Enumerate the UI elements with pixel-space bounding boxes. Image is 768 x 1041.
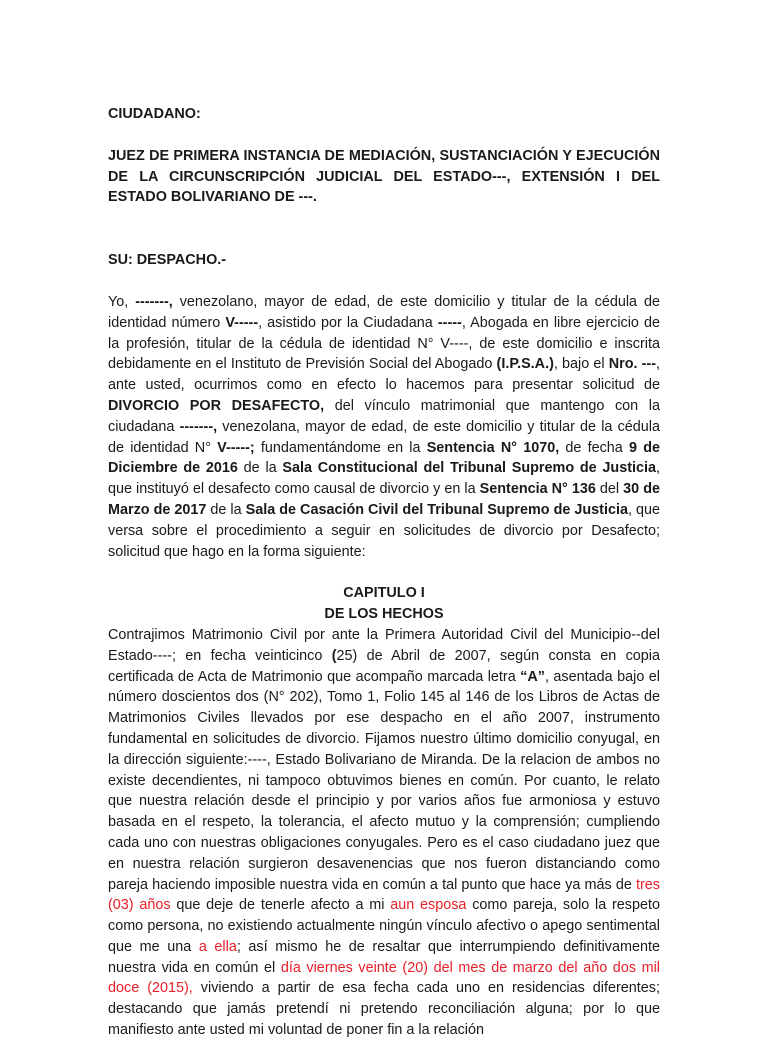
intro-segment: DIVORCIO POR DESAFECTO, (108, 397, 325, 414)
intro-segment: -------, (179, 418, 218, 435)
chapter-title: CAPITULO I (343, 585, 425, 602)
despacho-line: SU: DESPACHO.- (108, 252, 227, 269)
intro-segment: ----- (437, 314, 462, 331)
intro-segment: venezolana, mayor de edad, de este domicilio y titular de la cédula de identidad N° (108, 418, 660, 456)
intro-segment: V----- (225, 314, 259, 331)
intro-segment: , Abogada en libre ejercicio de la profesión, titular de la cédula de identidad N° V----, de este domicilio e inscrita debidamente en el Instituto de Previsión Social del Abogado (108, 314, 660, 373)
chapter-subtitle: DE LOS HECHOS (324, 606, 444, 623)
intro-segment: de la (237, 460, 283, 477)
facts-segment: como pareja, solo la respeto como persona, no existiendo actualmente ningún vínculo afectivo o apego sentimental que me una (108, 897, 661, 955)
intro-segment: Sala de Casación Civil del Tribunal Supremo de Justicia (245, 501, 628, 518)
intro-segment: , bajo el (553, 356, 609, 373)
highlighted-text: día viernes veinte (20) del mes de marzo del año dos mil doce (2015), (108, 959, 660, 997)
facts-segment: ; así mismo he de resaltar que interrumpiendo definitivamente nuestra vida en común el (108, 938, 660, 976)
intro-segment: del vínculo matrimonial que mantengo con la ciudadana (108, 397, 661, 435)
highlighted-text: a ella (198, 938, 237, 955)
intro-segment: de la (206, 501, 246, 518)
intro-segment: -------, (135, 293, 173, 310)
intro-segment: del (595, 481, 624, 498)
intro-segment: , que versa sobre el procedimiento a seguir en solicitudes de divorcio por Desafecto; solicitud que hago en la forma siguiente: (108, 501, 660, 560)
intro-segment: de fecha (559, 439, 630, 456)
intro-segment: Nro. --- (608, 356, 657, 373)
intro-segment: 30 de Marzo de 2017 (108, 481, 661, 518)
facts-segment: “A” (520, 668, 545, 685)
facts-paragraph (108, 625, 660, 1041)
intro-segment: , ante usted, ocurrimos como en efecto lo hacemos para presentar solicitud de (108, 356, 661, 394)
facts-segment: , asentada bajo el número doscientos dos (N° 202), Tomo 1, Folio 145 al 146 de los Libros de Actas de Matrimonios Civiles llevados por ese despacho en el año 2007, instrumento fundamental en solicitudes de divorcio. Fijamos nuestro último domicilio conyugal, en la dirección siguiente:----, Estado Bolivariano de Miranda. De la relacion de ambos no existe decendientes, ni tampoco obtuvimos bienes en común. Por cuanto, le relato que nuestra relación desde el principio y por varios años fue armoniosa y estuvo basada en el respeto, la tolerancia, el afecto mutuo y la comprensión; cumpliendo cada uno con nuestras obligaciones conyugales. Pero es el caso ciudadano juez que en nuestra relación surgieron desavenencias que nos fueron distanciando como pareja haciendo imposible nuestra vida en común a tal punto que hace ya más de (108, 668, 660, 893)
salutation: CIUDADANO: (108, 106, 201, 122)
intro-segment: (I.P.S.A.) (496, 356, 554, 373)
judge-address: JUEZ DE PRIMERA INSTANCIA DE MEDIACIÓN, SUSTANCIACIÓN Y EJECUCIÓN DE LA CIRCUNSCRIPCIÓN JUDICIAL DEL ESTADO---, EXTENSIÓN I DEL ESTADO BOLIVARIANO DE ---. (108, 147, 660, 206)
highlighted-text: tres (03) años (108, 876, 660, 914)
highlighted-text: aun esposa (390, 897, 467, 914)
intro-segment: venezolano, mayor de edad, de este domicilio y titular de la cédula de identidad número (108, 293, 660, 331)
intro-segment: Yo, (108, 293, 136, 310)
facts-segment: viviendo a partir de esa fecha cada uno en residencias diferentes; destacando que jamás pretendí ni pretendo reconciliación alguna; por lo que manifiesto ante usted mi voluntad de poner fin a la relación (108, 980, 660, 1039)
intro-segment: , que instituyó el desafecto como causal de divorcio y en la (108, 460, 661, 498)
intro-segment: , asistido por la Ciudadana (258, 314, 438, 331)
intro-segment: Sala Constitucional del Tribunal Supremo de Justicia (282, 460, 657, 477)
intro-segment: Sentencia N° 1070, (426, 439, 560, 456)
intro-paragraph (108, 292, 660, 562)
intro-segment: Sentencia N° 136 (479, 481, 596, 498)
intro-segment: V-----; (217, 439, 255, 456)
facts-segment: 25) de Abril de 2007, según consta en copia certificada de Acta de Matrimonio que acompaño marcada letra (108, 647, 660, 685)
facts-segment: Contrajimos Matrimonio Civil por ante la Primera Autoridad Civil del Municipio--del Estado----; en fecha veinticinco (108, 626, 660, 664)
facts-segment: ( (331, 647, 337, 664)
intro-segment: 9 de Diciembre de 2016 (108, 439, 661, 477)
facts-segment: que deje de tenerle afecto a mi (170, 897, 391, 914)
intro-segment: fundamentándome en la (254, 439, 427, 456)
